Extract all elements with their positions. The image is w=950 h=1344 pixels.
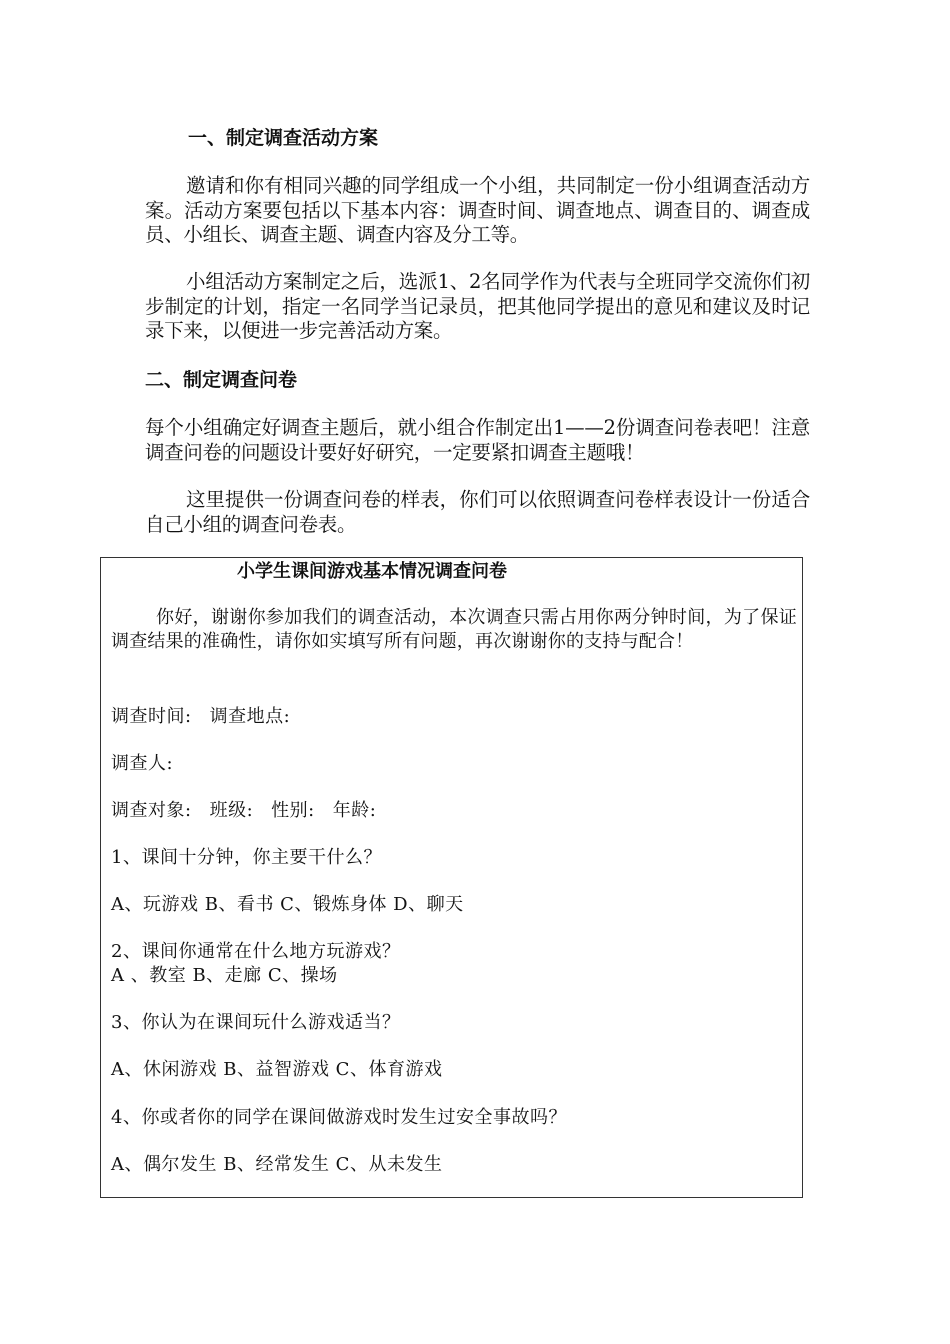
survey-age-label: 年龄:	[332, 800, 377, 821]
section1-heading: 一、制定调查活动方案	[188, 127, 379, 149]
survey-target-line	[111, 799, 376, 823]
section2-paragraph-2: 这里提供一份调查问卷的样表，你们可以依照调查问卷样表设计一份适合自己小组的调查问卷表。	[145, 488, 810, 536]
survey-question-1: 1、课间十分钟，你主要干什么？	[111, 847, 382, 868]
survey-question-4: 4、你或者你的同学在课间做游戏时发生过安全事故吗？	[111, 1107, 567, 1128]
survey-class-label: 班级:	[209, 800, 254, 821]
survey-question-4-options: A、偶尔发生 B、经常发生 C、从未发生	[111, 1154, 443, 1175]
survey-intro: 你好，谢谢你参加我们的调查活动，本次调查只需占用你两分钟时间，为了保证调查结果的准确性，请你如实填写所有问题，再次谢谢你的支持与配合！	[111, 607, 797, 652]
section1-paragraph-1: 邀请和你有相同兴趣的同学组成一个小组，共同制定一份小组调查活动方案。活动方案要包括以下基本内容：调查时间、调查地点、调查目的、调查成员、小组长、调查主题、调查内容及分工等。	[145, 174, 810, 246]
survey-gender-label: 性别:	[271, 800, 315, 821]
survey-person-label: 调查人:	[111, 753, 174, 774]
survey-question-1-options: A、玩游戏 B、看书 C、锻炼身体 D、聊天	[111, 894, 464, 915]
survey-time-place-line	[111, 705, 290, 729]
survey-title: 小学生课间游戏基本情况调查问卷	[237, 561, 507, 582]
section2-heading: 二、制定调查问卷	[145, 369, 298, 391]
survey-target-label: 调查对象:	[111, 800, 192, 821]
survey-question-3-options: A、休闲游戏 B、益智游戏 C、体育游戏	[111, 1059, 443, 1080]
section1-paragraph-2: 小组活动方案制定之后，选派1、2名同学作为代表与全班同学交流你们初步制定的计划，指定一名同学当记录员，把其他同学提出的意见和建议及时记录下来，以便进一步完善活动方案。	[145, 270, 810, 342]
survey-time-label: 调查时间:	[111, 706, 192, 727]
survey-question-3: 3、你认为在课间玩什么游戏适当？	[111, 1012, 401, 1033]
survey-sample-box	[100, 557, 803, 1198]
survey-place-label: 调查地点:	[209, 706, 291, 727]
survey-question-2: 2、课间你通常在什么地方玩游戏？	[111, 941, 401, 962]
survey-question-2-options: A 、教室 B、走廊 C、操场	[111, 965, 338, 986]
section2-paragraph-1: 每个小组确定好调查主题后，就小组合作制定出1——2份调查问卷表吧！注意调查问卷的问题设计要好好研究，一定要紧扣调查主题哦！	[145, 416, 810, 464]
